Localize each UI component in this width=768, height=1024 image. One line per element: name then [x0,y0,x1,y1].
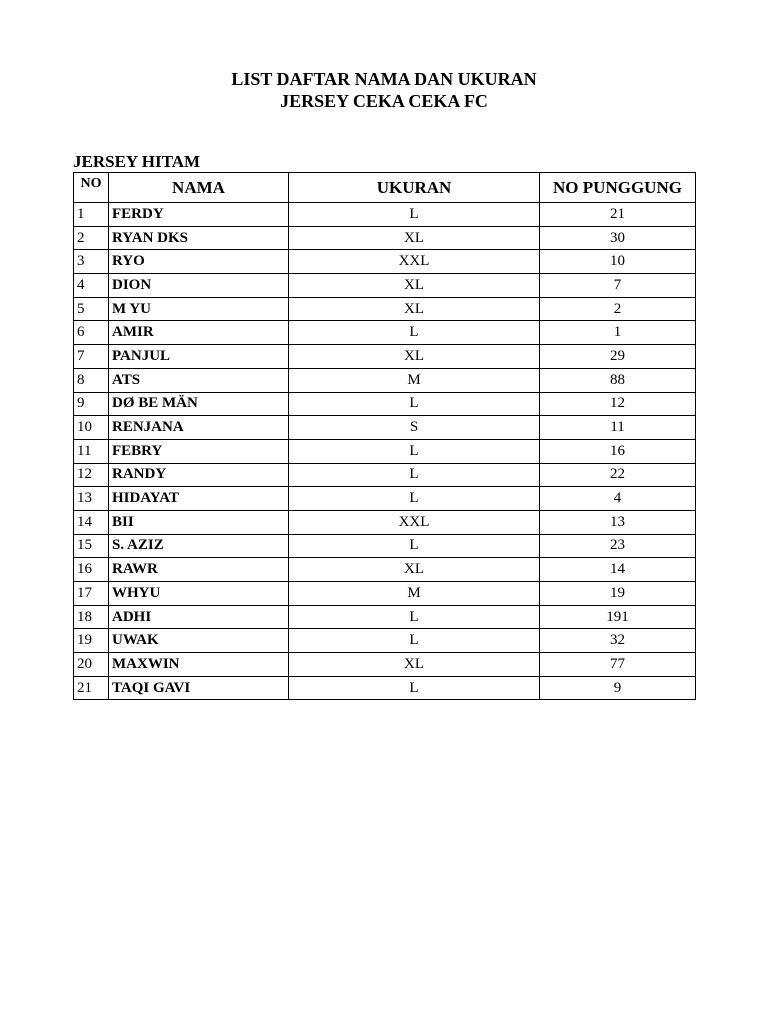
table-row [74,392,696,416]
cell-no: 1 [74,203,109,227]
cell-jersey-number: 9 [540,676,696,700]
cell-size: S [289,416,540,440]
cell-jersey-number: 22 [540,463,696,487]
cell-no: 13 [74,487,109,511]
cell-name: WHYU [109,582,289,606]
cell-no: 18 [74,605,109,629]
cell-no: 8 [74,368,109,392]
cell-size: XL [289,345,540,369]
cell-name: MAXWIN [109,653,289,677]
cell-no: 20 [74,653,109,677]
cell-name: DØ BE MÄN [109,392,289,416]
cell-jersey-number: 77 [540,653,696,677]
cell-name: RENJANA [109,416,289,440]
cell-name: FEBRY [109,439,289,463]
table-row [74,510,696,534]
cell-size: L [289,605,540,629]
cell-jersey-number: 14 [540,558,696,582]
table-row [74,487,696,511]
table-row [74,582,696,606]
cell-jersey-number: 32 [540,629,696,653]
cell-name: RYO [109,250,289,274]
cell-size: XL [289,558,540,582]
cell-no: 17 [74,582,109,606]
cell-name: ADHI [109,605,289,629]
cell-jersey-number: 16 [540,439,696,463]
cell-name: RYAN DKS [109,226,289,250]
cell-jersey-number: 11 [540,416,696,440]
cell-name: PANJUL [109,345,289,369]
cell-size: XL [289,297,540,321]
cell-name: TAQI GAVI [109,676,289,700]
cell-size: M [289,582,540,606]
table-row [74,250,696,274]
cell-jersey-number: 88 [540,368,696,392]
cell-name: UWAK [109,629,289,653]
cell-name: S. AZIZ [109,534,289,558]
cell-no: 21 [74,676,109,700]
table-header-row [74,173,696,203]
cell-size: M [289,368,540,392]
section-label: JERSEY HITAM [73,152,201,171]
cell-jersey-number: 7 [540,274,696,298]
cell-name: HIDAYAT [109,487,289,511]
cell-no: 6 [74,321,109,345]
header-nama: NAMA [109,173,289,203]
table-row [74,534,696,558]
cell-no: 5 [74,297,109,321]
cell-size: XL [289,226,540,250]
table-row [74,439,696,463]
cell-size: L [289,629,540,653]
cell-jersey-number: 30 [540,226,696,250]
cell-name: RAWR [109,558,289,582]
cell-size: L [289,321,540,345]
cell-size: L [289,676,540,700]
table-row [74,416,696,440]
cell-name: M YU [109,297,289,321]
cell-name: BII [109,510,289,534]
cell-name: DION [109,274,289,298]
cell-name: RANDY [109,463,289,487]
jersey-table [73,172,696,700]
cell-jersey-number: 12 [540,392,696,416]
cell-name: AMIR [109,321,289,345]
table-row [74,605,696,629]
title-line-1: LIST DAFTAR NAMA DAN UKURAN [231,69,537,89]
cell-no: 14 [74,510,109,534]
header-no-punggung: NO PUNGGUNG [540,173,696,203]
cell-jersey-number: 29 [540,345,696,369]
document-title [0,68,768,112]
header-no: NO [74,173,109,203]
table-row [74,629,696,653]
table-row [74,274,696,298]
cell-size: XL [289,274,540,298]
table-row [74,368,696,392]
cell-no: 10 [74,416,109,440]
title-line-2: JERSEY CEKA CEKA FC [280,91,488,111]
cell-no: 9 [74,392,109,416]
cell-size: L [289,392,540,416]
cell-no: 4 [74,274,109,298]
cell-no: 2 [74,226,109,250]
cell-no: 19 [74,629,109,653]
cell-no: 11 [74,439,109,463]
cell-size: L [289,203,540,227]
header-ukuran: UKURAN [289,173,540,203]
cell-no: 16 [74,558,109,582]
table-row [74,676,696,700]
cell-jersey-number: 21 [540,203,696,227]
cell-size: L [289,534,540,558]
table-row [74,345,696,369]
cell-jersey-number: 191 [540,605,696,629]
table-row [74,297,696,321]
cell-jersey-number: 13 [540,510,696,534]
cell-name: ATS [109,368,289,392]
table-row [74,463,696,487]
cell-name: FERDY [109,203,289,227]
cell-jersey-number: 2 [540,297,696,321]
cell-no: 7 [74,345,109,369]
cell-jersey-number: 1 [540,321,696,345]
cell-no: 15 [74,534,109,558]
table-row [74,226,696,250]
cell-no: 3 [74,250,109,274]
cell-size: L [289,439,540,463]
table-body [74,203,696,700]
cell-size: XL [289,653,540,677]
cell-size: XXL [289,510,540,534]
table-row [74,203,696,227]
cell-jersey-number: 4 [540,487,696,511]
table-row [74,321,696,345]
cell-jersey-number: 19 [540,582,696,606]
table-row [74,558,696,582]
table-row [74,653,696,677]
cell-no: 12 [74,463,109,487]
cell-size: L [289,463,540,487]
cell-size: XXL [289,250,540,274]
cell-jersey-number: 23 [540,534,696,558]
cell-size: L [289,487,540,511]
cell-jersey-number: 10 [540,250,696,274]
